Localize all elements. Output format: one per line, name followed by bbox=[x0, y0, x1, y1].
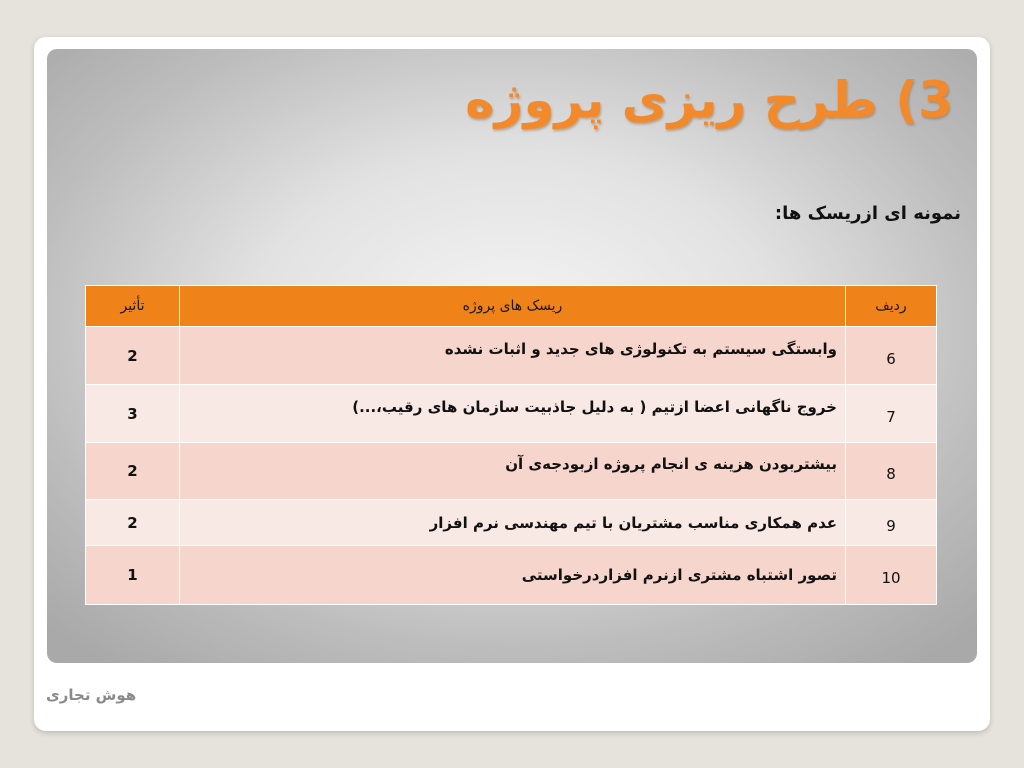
table-header-row bbox=[86, 286, 937, 327]
risk-impact bbox=[86, 385, 180, 443]
risk-description bbox=[180, 443, 846, 500]
risk-impact-value: 3 bbox=[127, 404, 138, 423]
table-row bbox=[86, 443, 937, 500]
risk-impact bbox=[86, 443, 180, 500]
row-number bbox=[846, 385, 937, 443]
table-row bbox=[86, 385, 937, 443]
slide-subtitle: نمونه ای ازریسک ها: bbox=[774, 203, 961, 224]
header-risk: ریسک های پروژه bbox=[180, 286, 846, 327]
row-number-value: 7 bbox=[886, 407, 896, 426]
row-number bbox=[846, 546, 937, 605]
risk-description-text: تصور اشتباه مشتری ازنرم افزاردرخواستی bbox=[521, 566, 837, 584]
row-number-value: 8 bbox=[886, 465, 896, 483]
risk-impact-value: 1 bbox=[127, 566, 138, 584]
risk-description-text: خروج ناگهانی اعضا ازتیم ( به دلیل جاذبیت سازمان های رقیب،...) bbox=[352, 397, 837, 416]
risk-description-text: وابستگی سیستم به تکنولوژی های جدید و اثبات نشده bbox=[444, 339, 837, 358]
risk-description-text: بیشتربودن هزینه ی انجام پروژه ازبودجه‌ی آن bbox=[505, 455, 837, 473]
risk-impact bbox=[86, 546, 180, 605]
row-number bbox=[846, 327, 937, 385]
row-number bbox=[846, 443, 937, 500]
table-row bbox=[86, 327, 937, 385]
footer-label: هوش تجاری bbox=[46, 686, 137, 704]
risk-description bbox=[180, 385, 846, 443]
risk-description bbox=[180, 546, 846, 605]
risk-description bbox=[180, 500, 846, 546]
risk-impact bbox=[86, 500, 180, 546]
slide-title: 3) طرح ریزی پروژه bbox=[465, 71, 953, 129]
header-impact: تأثیر bbox=[86, 286, 180, 327]
table-row bbox=[86, 500, 937, 546]
table-row bbox=[86, 546, 937, 605]
risk-description-text: عدم همکاری مناسب مشتریان با تیم مهندسی نرم افزار bbox=[429, 513, 837, 532]
risk-impact bbox=[86, 327, 180, 385]
risk-table bbox=[85, 285, 937, 605]
slide bbox=[47, 49, 977, 663]
risk-impact-value: 2 bbox=[127, 513, 138, 532]
row-number-value: 6 bbox=[886, 349, 896, 368]
row-number-value: 9 bbox=[886, 516, 896, 535]
risk-description bbox=[180, 327, 846, 385]
row-number bbox=[846, 500, 937, 546]
risk-impact-value: 2 bbox=[127, 462, 138, 480]
row-number-value: 10 bbox=[881, 569, 901, 587]
risk-impact-value: 2 bbox=[127, 346, 138, 365]
header-row-number: ردیف bbox=[846, 286, 937, 327]
